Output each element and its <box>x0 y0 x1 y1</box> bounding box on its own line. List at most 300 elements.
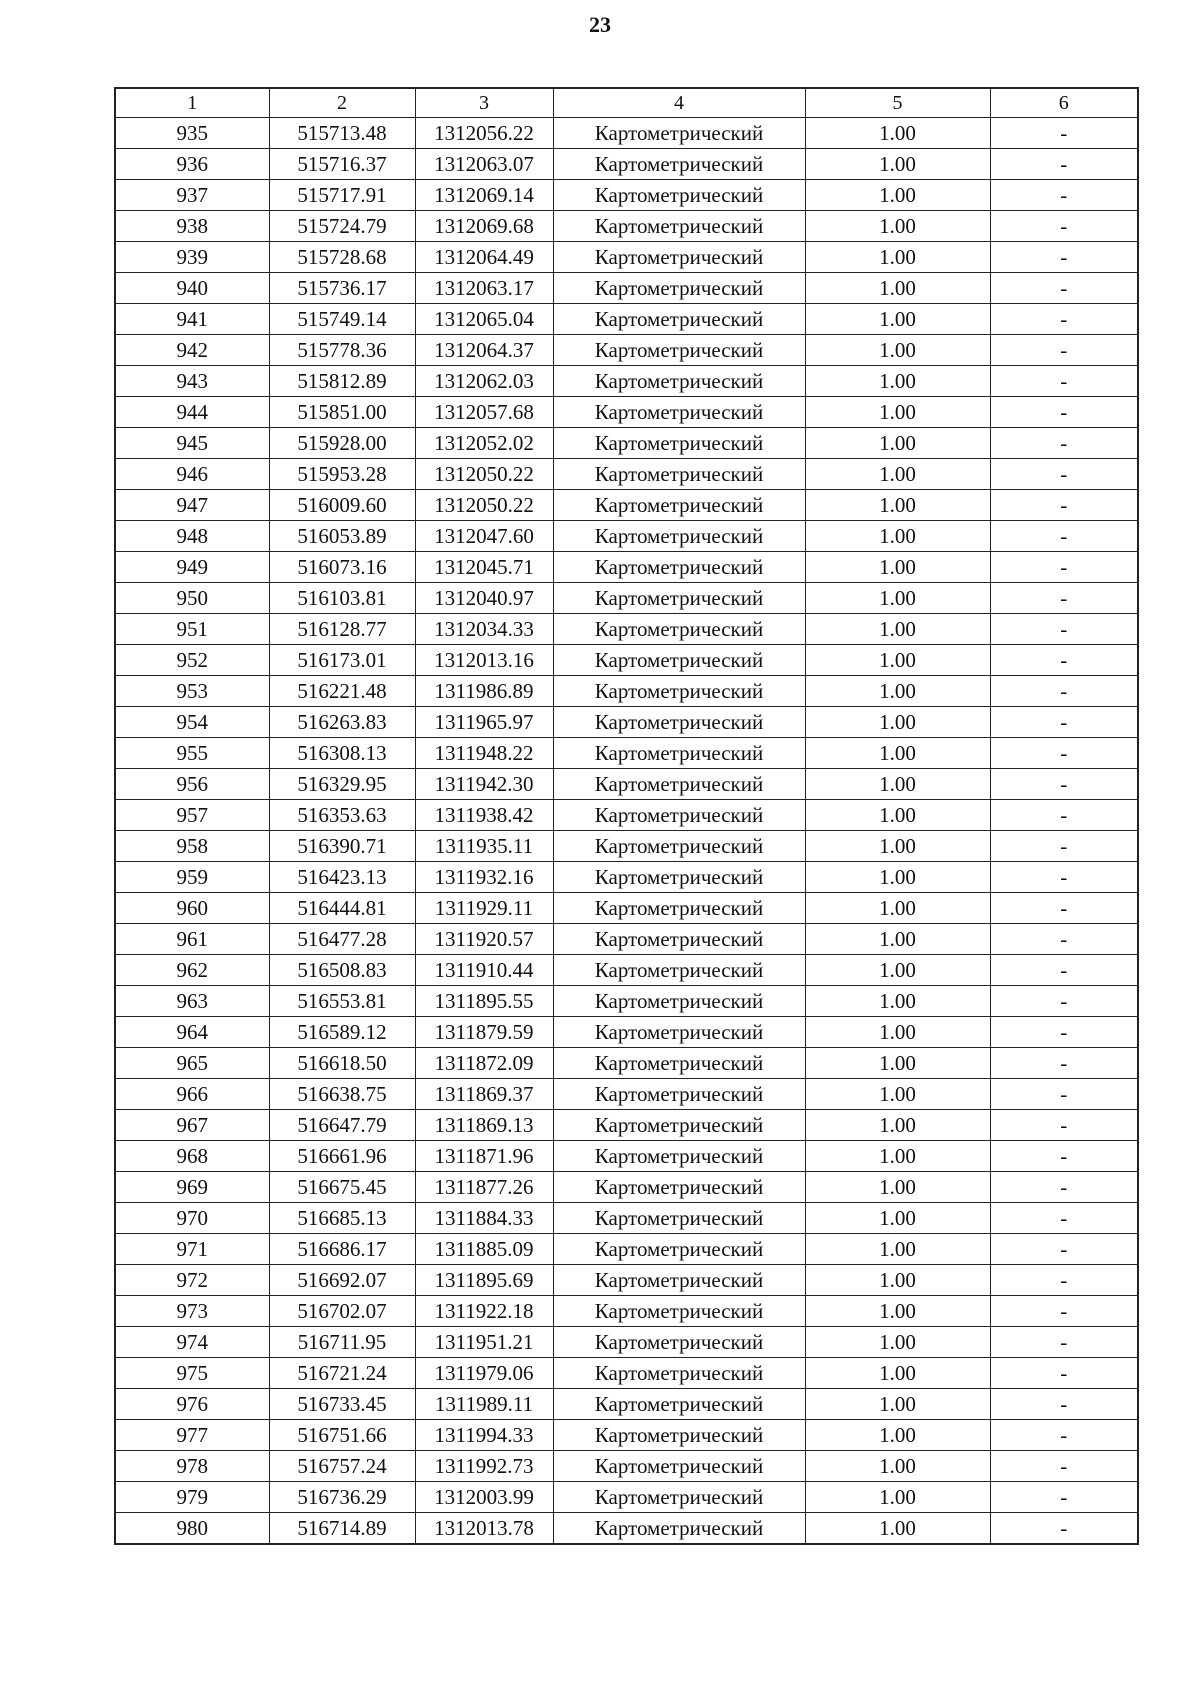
table-row <box>115 335 1138 366</box>
cell-accuracy: 1.00 <box>805 1420 990 1451</box>
cell-note: - <box>990 707 1138 738</box>
cell-coordinate-y: 1312064.49 <box>415 242 553 273</box>
cell-method: Картометрический <box>553 118 805 149</box>
cell-coordinate-y: 1311872.09 <box>415 1048 553 1079</box>
cell-note: - <box>990 1265 1138 1296</box>
cell-method: Картометрический <box>553 1017 805 1048</box>
cell-point-number: 961 <box>115 924 269 955</box>
cell-accuracy: 1.00 <box>805 366 990 397</box>
cell-coordinate-x: 516508.83 <box>269 955 415 986</box>
table-row <box>115 986 1138 1017</box>
cell-method: Картометрический <box>553 1451 805 1482</box>
cell-coordinate-y: 1312047.60 <box>415 521 553 552</box>
cell-accuracy: 1.00 <box>805 180 990 211</box>
cell-point-number: 962 <box>115 955 269 986</box>
cell-accuracy: 1.00 <box>805 1265 990 1296</box>
table-row <box>115 1079 1138 1110</box>
cell-method: Картометрический <box>553 1172 805 1203</box>
cell-coordinate-x: 515928.00 <box>269 428 415 459</box>
cell-accuracy: 1.00 <box>805 521 990 552</box>
table-row <box>115 1265 1138 1296</box>
cell-note: - <box>990 831 1138 862</box>
cell-coordinate-x: 516711.95 <box>269 1327 415 1358</box>
cell-accuracy: 1.00 <box>805 676 990 707</box>
cell-method: Картометрический <box>553 1358 805 1389</box>
cell-coordinate-x: 516721.24 <box>269 1358 415 1389</box>
cell-accuracy: 1.00 <box>805 1203 990 1234</box>
cell-method: Картометрический <box>553 893 805 924</box>
table-row <box>115 1172 1138 1203</box>
table-row <box>115 211 1138 242</box>
table-row <box>115 800 1138 831</box>
table-row <box>115 149 1138 180</box>
cell-method: Картометрический <box>553 955 805 986</box>
cell-accuracy: 1.00 <box>805 1389 990 1420</box>
cell-coordinate-y: 1311942.30 <box>415 769 553 800</box>
cell-accuracy: 1.00 <box>805 397 990 428</box>
cell-coordinate-x: 516685.13 <box>269 1203 415 1234</box>
cell-method: Картометрический <box>553 1048 805 1079</box>
cell-point-number: 953 <box>115 676 269 707</box>
cell-accuracy: 1.00 <box>805 1110 990 1141</box>
cell-note: - <box>990 1451 1138 1482</box>
cell-point-number: 951 <box>115 614 269 645</box>
cell-note: - <box>990 273 1138 304</box>
cell-coordinate-y: 1311986.89 <box>415 676 553 707</box>
cell-note: - <box>990 180 1138 211</box>
cell-point-number: 943 <box>115 366 269 397</box>
cell-method: Картометрический <box>553 1482 805 1513</box>
cell-point-number: 960 <box>115 893 269 924</box>
cell-coordinate-x: 515724.79 <box>269 211 415 242</box>
cell-method: Картометрический <box>553 335 805 366</box>
cell-method: Картометрический <box>553 862 805 893</box>
cell-note: - <box>990 1296 1138 1327</box>
header-row <box>115 88 1138 118</box>
cell-note: - <box>990 986 1138 1017</box>
cell-coordinate-x: 516390.71 <box>269 831 415 862</box>
cell-coordinate-y: 1311869.37 <box>415 1079 553 1110</box>
table-row <box>115 1141 1138 1172</box>
cell-coordinate-x: 516221.48 <box>269 676 415 707</box>
cell-coordinate-y: 1311884.33 <box>415 1203 553 1234</box>
cell-coordinate-y: 1311877.26 <box>415 1172 553 1203</box>
cell-point-number: 968 <box>115 1141 269 1172</box>
cell-coordinate-x: 516329.95 <box>269 769 415 800</box>
cell-note: - <box>990 459 1138 490</box>
column-header-2: 2 <box>269 88 415 118</box>
cell-method: Картометрический <box>553 304 805 335</box>
cell-coordinate-y: 1311929.11 <box>415 893 553 924</box>
cell-note: - <box>990 862 1138 893</box>
cell-coordinate-x: 516103.81 <box>269 583 415 614</box>
cell-accuracy: 1.00 <box>805 1513 990 1545</box>
cell-coordinate-x: 515728.68 <box>269 242 415 273</box>
cell-coordinate-y: 1312062.03 <box>415 366 553 397</box>
cell-coordinate-y: 1311920.57 <box>415 924 553 955</box>
cell-coordinate-x: 516073.16 <box>269 552 415 583</box>
cell-note: - <box>990 800 1138 831</box>
cell-point-number: 966 <box>115 1079 269 1110</box>
cell-accuracy: 1.00 <box>805 1358 990 1389</box>
cell-note: - <box>990 1172 1138 1203</box>
table-row <box>115 862 1138 893</box>
cell-coordinate-x: 516173.01 <box>269 645 415 676</box>
cell-point-number: 935 <box>115 118 269 149</box>
cell-note: - <box>990 118 1138 149</box>
cell-coordinate-y: 1311922.18 <box>415 1296 553 1327</box>
cell-point-number: 939 <box>115 242 269 273</box>
table-row <box>115 955 1138 986</box>
cell-coordinate-x: 515851.00 <box>269 397 415 428</box>
cell-coordinate-x: 516053.89 <box>269 521 415 552</box>
cell-point-number: 969 <box>115 1172 269 1203</box>
cell-coordinate-y: 1311895.69 <box>415 1265 553 1296</box>
cell-accuracy: 1.00 <box>805 1172 990 1203</box>
table-row <box>115 397 1138 428</box>
cell-note: - <box>990 1079 1138 1110</box>
cell-method: Картометрический <box>553 1203 805 1234</box>
cell-accuracy: 1.00 <box>805 242 990 273</box>
cell-coordinate-x: 515716.37 <box>269 149 415 180</box>
cell-note: - <box>990 1389 1138 1420</box>
cell-method: Картометрический <box>553 459 805 490</box>
cell-method: Картометрический <box>553 521 805 552</box>
cell-point-number: 974 <box>115 1327 269 1358</box>
cell-coordinate-x: 516477.28 <box>269 924 415 955</box>
table-row <box>115 924 1138 955</box>
cell-point-number: 973 <box>115 1296 269 1327</box>
column-header-1: 1 <box>115 88 269 118</box>
cell-point-number: 940 <box>115 273 269 304</box>
cell-accuracy: 1.00 <box>805 800 990 831</box>
cell-method: Картометрический <box>553 645 805 676</box>
cell-coordinate-y: 1312056.22 <box>415 118 553 149</box>
cell-coordinate-x: 516702.07 <box>269 1296 415 1327</box>
cell-point-number: 972 <box>115 1265 269 1296</box>
cell-note: - <box>990 614 1138 645</box>
cell-method: Картометрический <box>553 552 805 583</box>
cell-accuracy: 1.00 <box>805 769 990 800</box>
cell-note: - <box>990 738 1138 769</box>
cell-coordinate-y: 1312003.99 <box>415 1482 553 1513</box>
cell-point-number: 977 <box>115 1420 269 1451</box>
cell-method: Картометрический <box>553 738 805 769</box>
cell-note: - <box>990 552 1138 583</box>
cell-method: Картометрический <box>553 1389 805 1420</box>
table-row <box>115 180 1138 211</box>
cell-accuracy: 1.00 <box>805 118 990 149</box>
cell-coordinate-y: 1311994.33 <box>415 1420 553 1451</box>
cell-accuracy: 1.00 <box>805 335 990 366</box>
cell-coordinate-y: 1311965.97 <box>415 707 553 738</box>
table-row <box>115 1234 1138 1265</box>
cell-coordinate-x: 516128.77 <box>269 614 415 645</box>
cell-accuracy: 1.00 <box>805 1017 990 1048</box>
table-row <box>115 1482 1138 1513</box>
table-row <box>115 614 1138 645</box>
cell-point-number: 944 <box>115 397 269 428</box>
cell-coordinate-y: 1312064.37 <box>415 335 553 366</box>
cell-accuracy: 1.00 <box>805 459 990 490</box>
cell-accuracy: 1.00 <box>805 490 990 521</box>
cell-coordinate-x: 515717.91 <box>269 180 415 211</box>
cell-coordinate-x: 515812.89 <box>269 366 415 397</box>
cell-coordinate-y: 1311879.59 <box>415 1017 553 1048</box>
cell-note: - <box>990 1420 1138 1451</box>
table-row <box>115 893 1138 924</box>
cell-accuracy: 1.00 <box>805 149 990 180</box>
cell-accuracy: 1.00 <box>805 1482 990 1513</box>
cell-method: Картометрический <box>553 490 805 521</box>
cell-accuracy: 1.00 <box>805 1451 990 1482</box>
cell-accuracy: 1.00 <box>805 428 990 459</box>
cell-note: - <box>990 1234 1138 1265</box>
table-row <box>115 1420 1138 1451</box>
cell-point-number: 948 <box>115 521 269 552</box>
cell-coordinate-x: 516757.24 <box>269 1451 415 1482</box>
cell-note: - <box>990 583 1138 614</box>
cell-accuracy: 1.00 <box>805 831 990 862</box>
cell-point-number: 942 <box>115 335 269 366</box>
cell-point-number: 956 <box>115 769 269 800</box>
cell-coordinate-y: 1311992.73 <box>415 1451 553 1482</box>
table-row <box>115 366 1138 397</box>
cell-note: - <box>990 366 1138 397</box>
cell-point-number: 945 <box>115 428 269 459</box>
cell-method: Картометрический <box>553 707 805 738</box>
cell-coordinate-y: 1312057.68 <box>415 397 553 428</box>
table-row <box>115 1017 1138 1048</box>
cell-coordinate-x: 516661.96 <box>269 1141 415 1172</box>
cell-note: - <box>990 893 1138 924</box>
cell-accuracy: 1.00 <box>805 707 990 738</box>
table-row <box>115 583 1138 614</box>
cell-point-number: 964 <box>115 1017 269 1048</box>
cell-point-number: 954 <box>115 707 269 738</box>
table-row <box>115 490 1138 521</box>
cell-accuracy: 1.00 <box>805 614 990 645</box>
cell-note: - <box>990 1048 1138 1079</box>
cell-method: Картометрический <box>553 1079 805 1110</box>
cell-point-number: 967 <box>115 1110 269 1141</box>
cell-point-number: 978 <box>115 1451 269 1482</box>
cell-coordinate-y: 1311935.11 <box>415 831 553 862</box>
cell-coordinate-y: 1311885.09 <box>415 1234 553 1265</box>
cell-note: - <box>990 521 1138 552</box>
cell-point-number: 947 <box>115 490 269 521</box>
table-row <box>115 1296 1138 1327</box>
cell-coordinate-x: 516618.50 <box>269 1048 415 1079</box>
cell-point-number: 936 <box>115 149 269 180</box>
cell-method: Картометрический <box>553 986 805 1017</box>
cell-coordinate-x: 516638.75 <box>269 1079 415 1110</box>
cell-method: Картометрический <box>553 1327 805 1358</box>
table-row <box>115 459 1138 490</box>
cell-coordinate-x: 516353.63 <box>269 800 415 831</box>
table-row <box>115 1327 1138 1358</box>
cell-point-number: 976 <box>115 1389 269 1420</box>
cell-note: - <box>990 1110 1138 1141</box>
cell-point-number: 965 <box>115 1048 269 1079</box>
cell-note: - <box>990 397 1138 428</box>
cell-coordinate-y: 1312013.78 <box>415 1513 553 1545</box>
cell-coordinate-y: 1312050.22 <box>415 490 553 521</box>
cell-method: Картометрический <box>553 1296 805 1327</box>
cell-method: Картометрический <box>553 831 805 862</box>
cell-method: Картометрический <box>553 924 805 955</box>
cell-coordinate-x: 516308.13 <box>269 738 415 769</box>
cell-accuracy: 1.00 <box>805 986 990 1017</box>
cell-coordinate-x: 516647.79 <box>269 1110 415 1141</box>
cell-coordinate-y: 1311871.96 <box>415 1141 553 1172</box>
cell-method: Картометрический <box>553 180 805 211</box>
coordinates-table <box>114 87 1139 1545</box>
table-row <box>115 552 1138 583</box>
cell-accuracy: 1.00 <box>805 1327 990 1358</box>
cell-note: - <box>990 304 1138 335</box>
table-row <box>115 521 1138 552</box>
table-row <box>115 738 1138 769</box>
cell-method: Картометрический <box>553 1141 805 1172</box>
cell-point-number: 941 <box>115 304 269 335</box>
table-row <box>115 769 1138 800</box>
cell-coordinate-y: 1311932.16 <box>415 862 553 893</box>
cell-coordinate-x: 515953.28 <box>269 459 415 490</box>
page-number: 23 <box>589 12 611 37</box>
cell-method: Картометрический <box>553 428 805 459</box>
cell-point-number: 957 <box>115 800 269 831</box>
cell-point-number: 958 <box>115 831 269 862</box>
cell-accuracy: 1.00 <box>805 552 990 583</box>
cell-note: - <box>990 769 1138 800</box>
cell-coordinate-x: 515713.48 <box>269 118 415 149</box>
cell-method: Картометрический <box>553 366 805 397</box>
cell-accuracy: 1.00 <box>805 862 990 893</box>
cell-note: - <box>990 149 1138 180</box>
cell-accuracy: 1.00 <box>805 738 990 769</box>
table-row <box>115 428 1138 459</box>
cell-note: - <box>990 1358 1138 1389</box>
cell-coordinate-x: 516675.45 <box>269 1172 415 1203</box>
column-header-5: 5 <box>805 88 990 118</box>
cell-method: Картометрический <box>553 676 805 707</box>
cell-note: - <box>990 645 1138 676</box>
cell-coordinate-y: 1312050.22 <box>415 459 553 490</box>
cell-note: - <box>990 1017 1138 1048</box>
cell-method: Картометрический <box>553 211 805 242</box>
table-row <box>115 1358 1138 1389</box>
cell-method: Картометрический <box>553 273 805 304</box>
cell-point-number: 970 <box>115 1203 269 1234</box>
cell-coordinate-y: 1312063.07 <box>415 149 553 180</box>
cell-coordinate-x: 516553.81 <box>269 986 415 1017</box>
cell-note: - <box>990 428 1138 459</box>
table-row <box>115 831 1138 862</box>
cell-coordinate-y: 1311979.06 <box>415 1358 553 1389</box>
table-row <box>115 1389 1138 1420</box>
table-row <box>115 1203 1138 1234</box>
cell-accuracy: 1.00 <box>805 955 990 986</box>
table-row <box>115 1451 1138 1482</box>
column-header-3: 3 <box>415 88 553 118</box>
cell-note: - <box>990 955 1138 986</box>
cell-point-number: 975 <box>115 1358 269 1389</box>
cell-coordinate-y: 1312013.16 <box>415 645 553 676</box>
cell-note: - <box>990 1513 1138 1545</box>
cell-note: - <box>990 211 1138 242</box>
cell-point-number: 952 <box>115 645 269 676</box>
cell-coordinate-y: 1312065.04 <box>415 304 553 335</box>
cell-coordinate-y: 1311895.55 <box>415 986 553 1017</box>
cell-note: - <box>990 1327 1138 1358</box>
table-row <box>115 707 1138 738</box>
cell-coordinate-y: 1311948.22 <box>415 738 553 769</box>
column-header-6: 6 <box>990 88 1138 118</box>
cell-method: Картометрический <box>553 800 805 831</box>
cell-coordinate-y: 1311938.42 <box>415 800 553 831</box>
cell-note: - <box>990 1482 1138 1513</box>
cell-note: - <box>990 1141 1138 1172</box>
cell-point-number: 955 <box>115 738 269 769</box>
cell-accuracy: 1.00 <box>805 1079 990 1110</box>
cell-coordinate-x: 515778.36 <box>269 335 415 366</box>
cell-method: Картометрический <box>553 583 805 614</box>
table-row <box>115 242 1138 273</box>
cell-accuracy: 1.00 <box>805 1296 990 1327</box>
cell-coordinate-y: 1312069.14 <box>415 180 553 211</box>
cell-point-number: 979 <box>115 1482 269 1513</box>
cell-coordinate-x: 516714.89 <box>269 1513 415 1545</box>
cell-coordinate-y: 1311869.13 <box>415 1110 553 1141</box>
table-row <box>115 1048 1138 1079</box>
cell-accuracy: 1.00 <box>805 893 990 924</box>
table-row <box>115 304 1138 335</box>
cell-method: Картометрический <box>553 149 805 180</box>
cell-coordinate-x: 516009.60 <box>269 490 415 521</box>
cell-accuracy: 1.00 <box>805 1141 990 1172</box>
cell-coordinate-y: 1312069.68 <box>415 211 553 242</box>
cell-accuracy: 1.00 <box>805 1234 990 1265</box>
table-row <box>115 118 1138 149</box>
cell-coordinate-x: 516736.29 <box>269 1482 415 1513</box>
cell-coordinate-x: 515749.14 <box>269 304 415 335</box>
cell-point-number: 959 <box>115 862 269 893</box>
table-row <box>115 1513 1138 1545</box>
column-header-4: 4 <box>553 88 805 118</box>
cell-note: - <box>990 490 1138 521</box>
cell-point-number: 938 <box>115 211 269 242</box>
cell-point-number: 937 <box>115 180 269 211</box>
cell-note: - <box>990 335 1138 366</box>
cell-coordinate-x: 516751.66 <box>269 1420 415 1451</box>
table-row <box>115 273 1138 304</box>
cell-coordinate-x: 515736.17 <box>269 273 415 304</box>
cell-coordinate-x: 516444.81 <box>269 893 415 924</box>
cell-method: Картометрический <box>553 242 805 273</box>
cell-coordinate-y: 1311989.11 <box>415 1389 553 1420</box>
cell-method: Картометрический <box>553 769 805 800</box>
cell-accuracy: 1.00 <box>805 273 990 304</box>
cell-coordinate-y: 1311951.21 <box>415 1327 553 1358</box>
cell-coordinate-y: 1311910.44 <box>415 955 553 986</box>
cell-accuracy: 1.00 <box>805 583 990 614</box>
cell-point-number: 971 <box>115 1234 269 1265</box>
cell-method: Картометрический <box>553 1265 805 1296</box>
cell-coordinate-y: 1312034.33 <box>415 614 553 645</box>
cell-coordinate-x: 516692.07 <box>269 1265 415 1296</box>
cell-coordinate-x: 516423.13 <box>269 862 415 893</box>
